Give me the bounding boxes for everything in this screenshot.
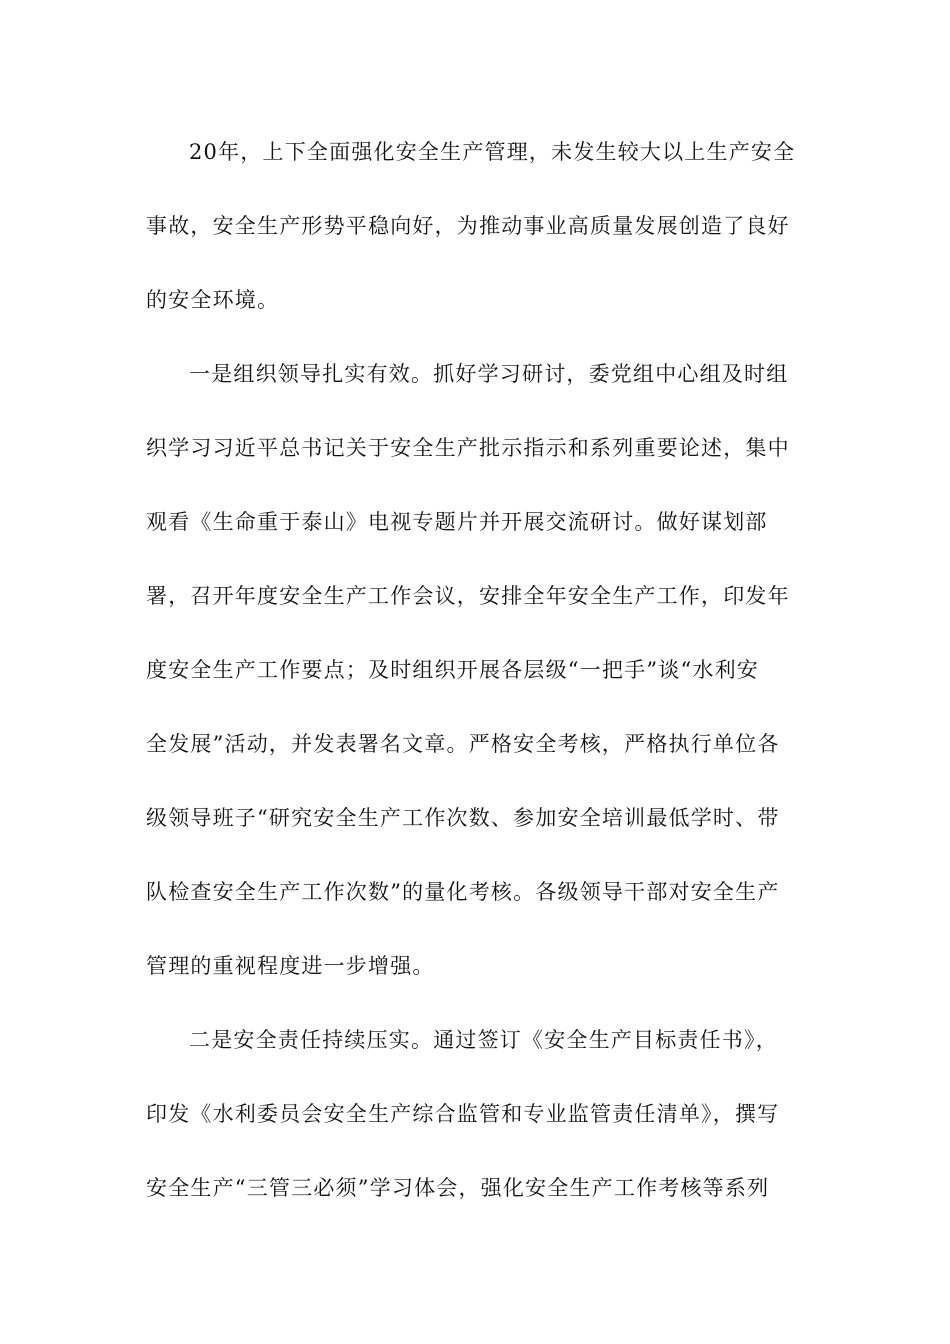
paragraph-2-line-8: 队检查安全生产工作次数”的量化考核。各级领导干部对安全生产 bbox=[146, 880, 780, 904]
paragraph-2-line-3: 观看《生命重于泰山》电视专题片并开展交流研讨。做好谋划部 bbox=[146, 510, 768, 534]
paragraph-1-line-3: 的安全环境。 bbox=[146, 288, 280, 312]
paragraph-2-line-5: 度安全生产工作要点；及时组织开展各层级“一把手”谈“水利安 bbox=[146, 658, 760, 682]
paragraph-2-line-9: 管理的重视程度进一步增强。 bbox=[146, 954, 435, 978]
paragraph-3-line-1: 二是安全责任持续压实。通过签订《安全生产目标责任书》， bbox=[189, 1028, 778, 1052]
paragraph-3-line-3: 安全生产“三管三必须”学习体会，强化安全生产工作考核等系列 bbox=[146, 1176, 770, 1200]
paragraph-2-line-1: 一是组织领导扎实有效。抓好学习研讨，委党组中心组及时组 bbox=[189, 362, 789, 386]
paragraph-2-line-2: 织学习习近平总书记关于安全生产批示指示和系列重要论述，集中 bbox=[146, 436, 790, 460]
paragraph-1-line-1: 20年，上下全面强化安全生产管理，未发生较大以上生产安全 bbox=[189, 140, 796, 164]
paragraph-2-line-7: 级领导班子“研究安全生产工作次数、参加安全培训最低学时、带 bbox=[146, 806, 780, 830]
paragraph-2-line-4: 署，召开年度安全生产工作会议，安排全年安全生产工作，印发年 bbox=[146, 584, 790, 608]
paragraph-1-line-2: 事故，安全生产形势平稳向好，为推动事业高质量发展创造了良好 bbox=[146, 214, 790, 238]
paragraph-2-line-6: 全发展”活动，并发表署名文章。严格安全考核，严格执行单位各 bbox=[146, 732, 780, 756]
paragraph-3-line-2: 印发《水利委员会安全生产综合监管和专业监管责任清单》，撰写 bbox=[146, 1102, 780, 1126]
